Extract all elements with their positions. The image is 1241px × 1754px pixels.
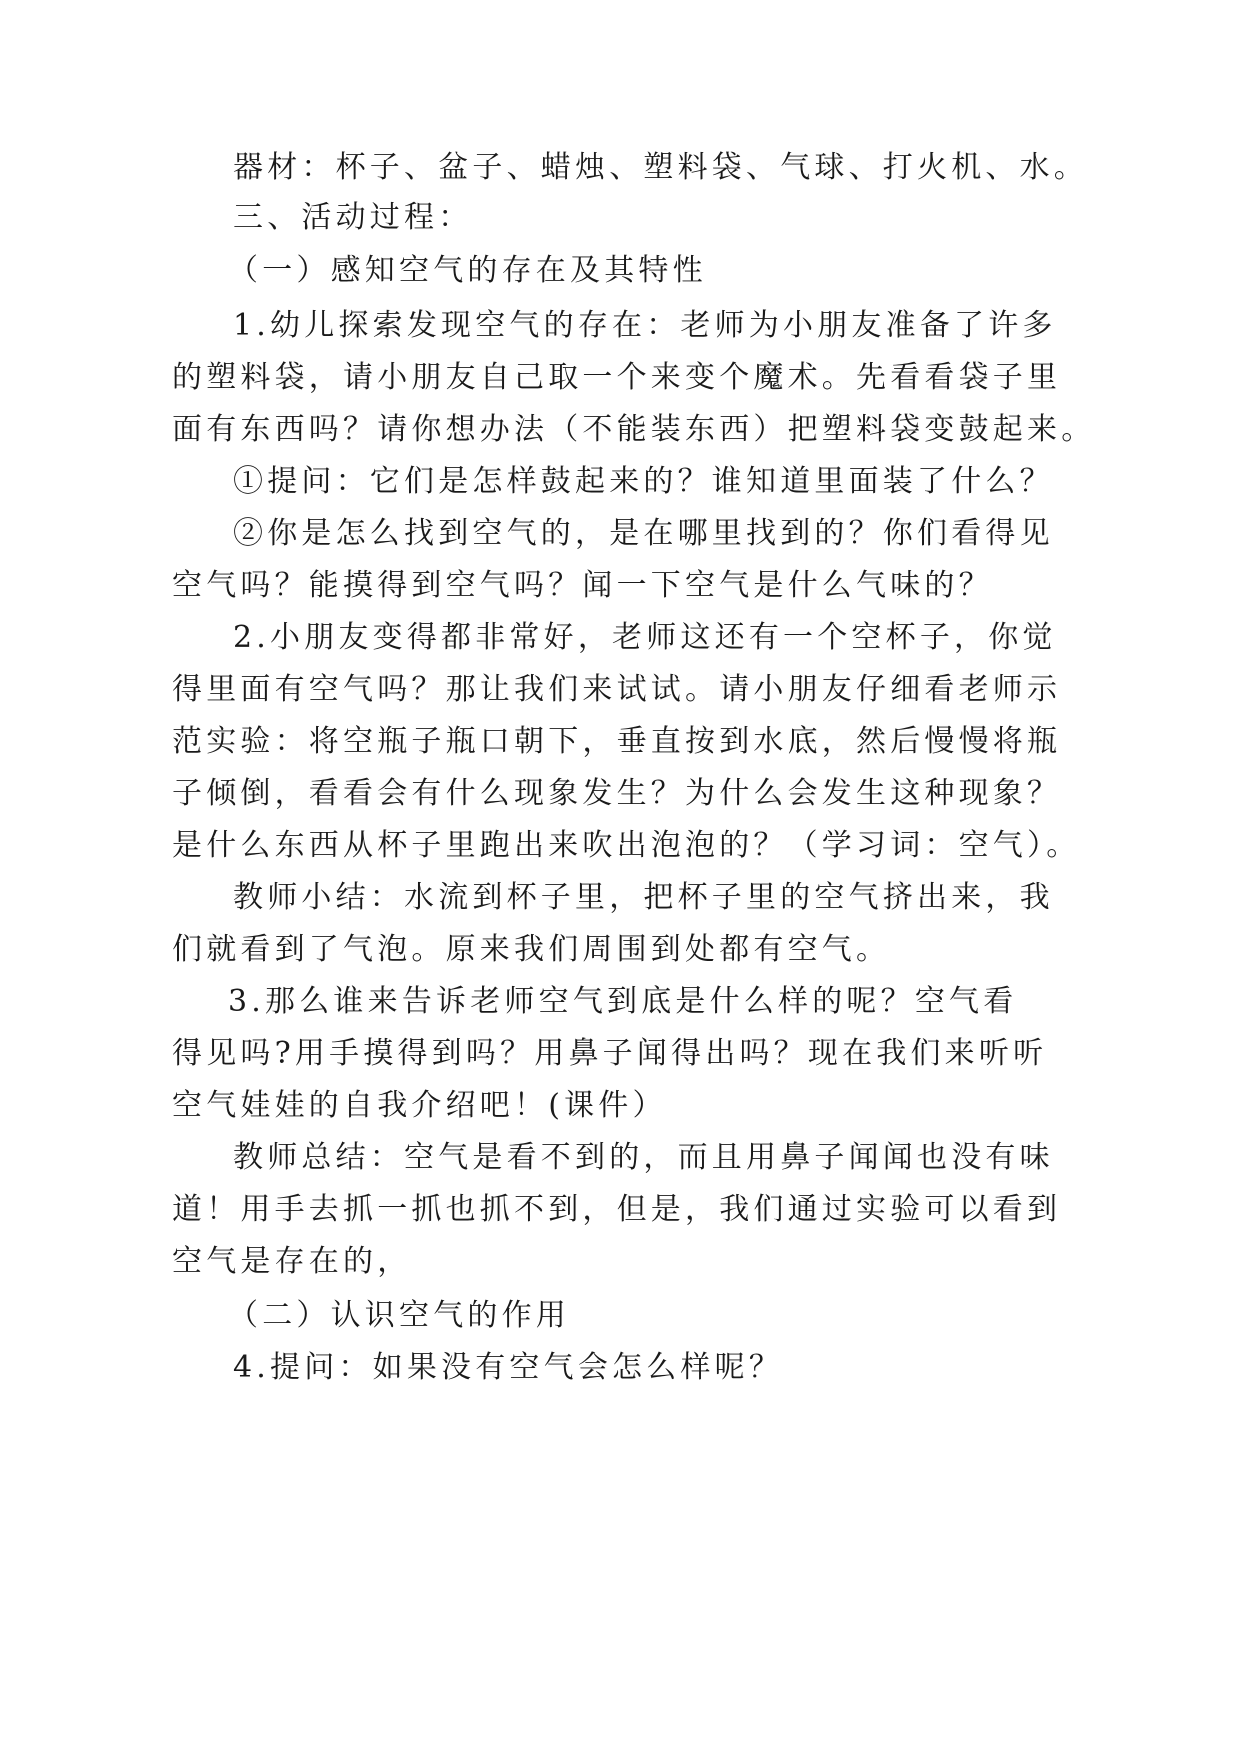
teacher-conclusion-line: 教师总结：空气是看不到的，而且用鼻子闻闻也没有味: [233, 1140, 1054, 1175]
paragraph-line: 得里面有空气吗？那让我们来试试。请小朋友仔细看老师示: [172, 672, 1062, 707]
paragraph-line: 是什么东西从杯子里跑出来吹出泡泡的？（学习词：空气）。: [172, 828, 1081, 863]
paragraph-line: 的塑料袋，请小朋友自己取一个来变个魔术。先看看袋子里: [172, 360, 1062, 395]
teacher-conclusion-line: 空气是存在的，: [172, 1244, 412, 1279]
question-line: 空气吗？能摸得到空气吗？闻一下空气是什么气味的？: [172, 568, 993, 603]
teacher-conclusion-line: 道！用手去抓一抓也抓不到，但是，我们通过实验可以看到: [172, 1192, 1062, 1227]
paragraph-line: 得见吗?用手摸得到吗？用鼻子闻得出吗？现在我们来听听: [172, 1036, 1048, 1071]
paragraph-line: 3.那么谁来告诉老师空气到底是什么样的呢？空气看: [228, 984, 1018, 1019]
paragraph-line: 面有东西吗？请你想办法（不能装东西）把塑料袋变鼓起来。: [172, 412, 1096, 447]
materials-line: 器材：杯子、盆子、蜡烛、塑料袋、气球、打火机、水。: [233, 150, 1088, 185]
paragraph-line: 空气娃娃的自我介绍吧！(课件）: [172, 1088, 667, 1123]
teacher-summary-line: 教师小结：水流到杯子里，把杯子里的空气挤出来，我: [233, 880, 1054, 915]
paragraph-line: 2.小朋友变得都非常好，老师这还有一个空杯子，你觉: [233, 620, 1057, 655]
question-line: ①提问：它们是怎样鼓起来的？谁知道里面装了什么？: [233, 464, 1054, 499]
question-line: 4.提问：如果没有空气会怎么样呢？: [233, 1350, 784, 1385]
paragraph-line: 1.幼儿探索发现空气的存在：老师为小朋友准备了许多: [233, 308, 1057, 343]
paragraph-line: 子倾倒，看看会有什么现象发生？为什么会发生这种现象？: [172, 776, 1062, 811]
subsection-two-heading: （二）认识空气的作用: [228, 1298, 570, 1333]
paragraph-line: 范实验：将空瓶子瓶口朝下，垂直按到水底，然后慢慢将瓶: [172, 724, 1062, 759]
teacher-summary-line: 们就看到了气泡。原来我们周围到处都有空气。: [172, 932, 891, 967]
subsection-one-heading: （一）感知空气的存在及其特性: [228, 253, 707, 288]
section-three-heading: 三、活动过程：: [233, 200, 473, 235]
question-line: ②你是怎么找到空气的，是在哪里找到的？你们看得见: [233, 516, 1054, 551]
